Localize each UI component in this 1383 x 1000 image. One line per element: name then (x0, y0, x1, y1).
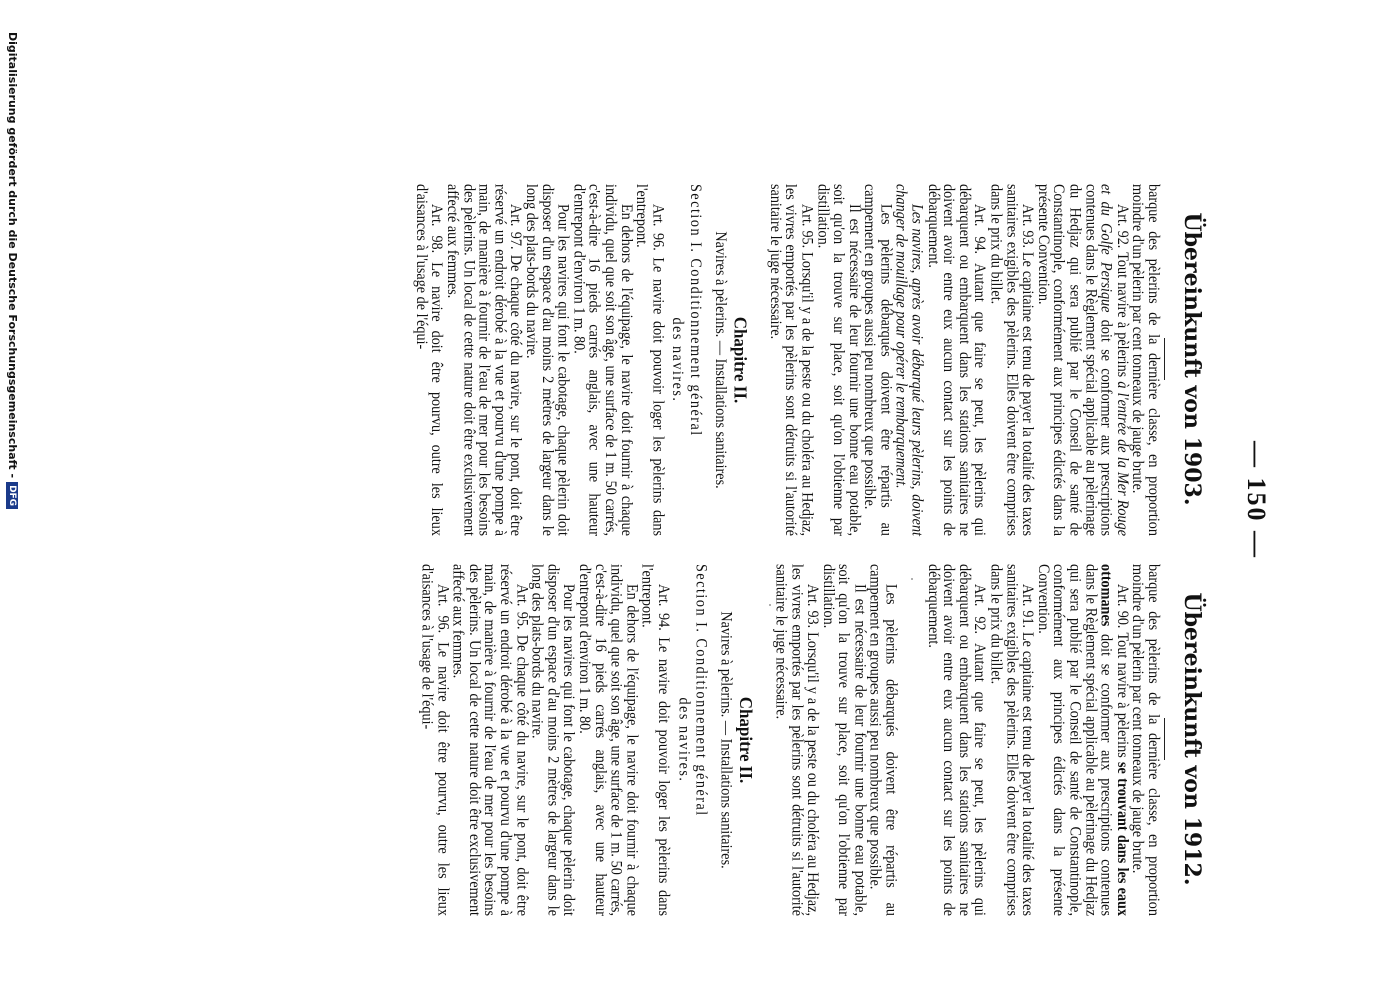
article-94: Art. 94. Le navire doit pouvoir loger les pèlerins dans l'entrepont. (638, 564, 672, 916)
article-98: Art. 98. Le navire doit être pourvu, outre les lieux d'aisances à l'usage de l'équi- (412, 184, 446, 536)
article-93: Art. 93. Lorsqu'il y a de la peste ou du choléra au Hedjaz, les vivres emportés par les pèlerins sont détruits si l'autorité sanitaire le juge nécessaire. (772, 564, 821, 916)
scan-speck (769, 604, 771, 606)
article-94: Art. 94. Autant que faire se peut, les pèlerins qui débarquent ou embarquent dans les stations sanitaires ne doivent avoir entre eux aucun contact sur les points de débarquement. (924, 184, 989, 536)
italic-note: Les navires, après avoir débarqué leurs pèlerins, doivent changer de mouillage pour opérer le rembarquement. (892, 184, 926, 536)
page-number: — 150 — (1242, 441, 1271, 559)
footer-text: Digitalisierung gefördert durch die Deutsche Forschungsgemeinschaft - (6, 32, 19, 479)
scan-speck (911, 578, 913, 580)
article-96: Art. 96. Le navire doit pouvoir loger les pèlerins dans l'entrepont. (633, 184, 667, 536)
section-subtitle: des navires. (668, 317, 687, 403)
chapter-subtitle: Navires à pèlerins. — Installations sanitaires. (716, 611, 735, 869)
article-97: Art. 97. De chaque côté du navire, sur le pont, doit être réservé un endroit dérobé à la vue et pourvu d'une pompe à main, de manière à fournir de l'eau de mer pour les besoins des pèlerins. Un local de cette nature doit être exclusivement affecté aux femmes. (443, 184, 525, 536)
column-1912 (418, 564, 1161, 916)
article-95: Art. 95. Lorsqu'il y a de la peste ou du choléra au Hedjaz, les vivres emportés par les pèlerins sont détruits si l'autorité sanitaire le juge nécessaire. (766, 184, 816, 536)
right-column-heading (1164, 564, 1205, 914)
paragraph: Pour les navires qui font le cabotage, chaque pèlerin doit disposer d'un espace d'au moins 2 mètres de largeur dans le long des plats-bords du navire. (522, 184, 572, 536)
article-96: Art. 96. Le navire doit être pourvu, outre les lieux d'aisances à l'usage de l'équi- (418, 564, 452, 916)
article-93: Art. 93. Le capitaine est tenu de payer la totalité des taxes sanitaires exigibles des pèlerins. Elles doivent être comprises dans le prix du billet. (987, 184, 1036, 536)
article-95: Art. 95. De chaque côté du navire, sur le pont, doit être réservé un endroit dérobé à la vue et pourvu d'une pompe à main, de manière à fournir de l'eau de mer pour les besoins des pèlerins. Un local de cette nature doit être exclusivement affecté aux femmes. (449, 564, 530, 916)
chapter-title: Chapitre II. (735, 696, 757, 784)
heading-1912: Übereinkunft von 1912. (1179, 592, 1205, 886)
column-1903 (413, 184, 1161, 536)
paragraph: En dehors de l'équipage, le navire doit fournir à chaque individu, quel que soit son âge, une surface de 1 m. 50 carrés, c'est-à-dire 16 pieds carrés anglais, avec une hauteur d'entrepont d'environ 1 m. 80. (575, 564, 641, 916)
heading-rule (1164, 718, 1165, 760)
paragraph: Les pèlerins débarqués doivent être répartis au campement en groupes aussi peu nombreux que possible. (866, 564, 900, 916)
chapter-subtitle: Navires à pèlerins. — Installations sanitaires. (711, 231, 729, 489)
heading-1903: Übereinkunft von 1903. (1179, 212, 1205, 506)
dfg-logo-icon: DFG (6, 482, 18, 509)
paragraph: barque des pèlerins de la dernière classe, en proportion moindre d'un pèlerin par cent tonneaux de jauge brute. (1129, 184, 1163, 536)
paragraph: En dehors de l'équipage, le navire doit fournir à chaque individu, quel que soit son âge, une surface de 1 m. 50 carrés, c'est-à-dire 16 pieds carrés anglais, avec une hauteur d'entrepont d'environ 1 m. 80. (570, 184, 635, 536)
digitization-footer (6, 32, 19, 509)
article-90: Art. 90. Tout navire à pèlerins se trouvant dans les eaux ottomanes doit se conformer aux prescriptions contenues dans le Règlement spécial applicable au pèlerinage du Hedjaz qui sera publié par le Conseil de santé de Constantinople, conformément aux principes édictés dans la présente Convention. (1034, 564, 1131, 916)
section-heading: Section I. Conditionnement général (686, 184, 705, 437)
blank-space (912, 564, 925, 916)
chapter-title: Chapitre II. (730, 316, 751, 404)
article-92: Art. 92. Autant que faire se peut, les pèlerins qui débarquent ou embarquent dans les stations sanitaires ne doivent avoir entre eux aucun contact sur les points de débarquement. (924, 564, 989, 916)
article-91: Art. 91. Le capitaine est tenu de payer la totalité des taxes sanitaires exigibles des pèlerins. Elles doivent être comprises dans le prix du billet. (987, 564, 1036, 916)
section-subtitle: des navires. (674, 697, 692, 783)
left-column-heading (1164, 184, 1205, 534)
article-92: Art. 92. Tout navire à pèlerins à l'entrée de la Mer Rouge et du Golfe Persique doit se conformer aux prescriptions contenues dans le Règlement spécial applicable au pèlerinage du Hedjaz qui sera publié par le Conseil de santé de Constantinople, conformément aux principes édictés dans la présente Convention. (1034, 184, 1131, 537)
paragraph: Les pèlerins débarqués doivent être répartis au campement en groupes aussi peu nombreux que possible. (861, 184, 895, 536)
blank-space (899, 564, 912, 916)
paragraph: Il est nécessaire de leur fournir une bonne eau potable, soit qu'on la trouve sur place, soit qu'on l'obtienne par distillation. (819, 564, 869, 916)
paragraph: Pour les navires qui font le cabotage, chaque pèlerin doit disposer d'un espace d'au moins 2 mètres de largeur dans le long des plats-bords du navire. (528, 564, 578, 916)
section-heading: Section I. Conditionnement général (692, 564, 710, 817)
paragraph: barque des pèlerins de la dernière classe, en proportion moindre d'un pèlerin par cent tonneaux de jauge brute. (1129, 564, 1163, 916)
heading-rule (1164, 338, 1165, 380)
paragraph: Il est nécessaire de leur fournir une bonne eau potable, soit qu'on la trouve sur place, soit qu'on l'obtienne par distillation. (813, 184, 863, 536)
